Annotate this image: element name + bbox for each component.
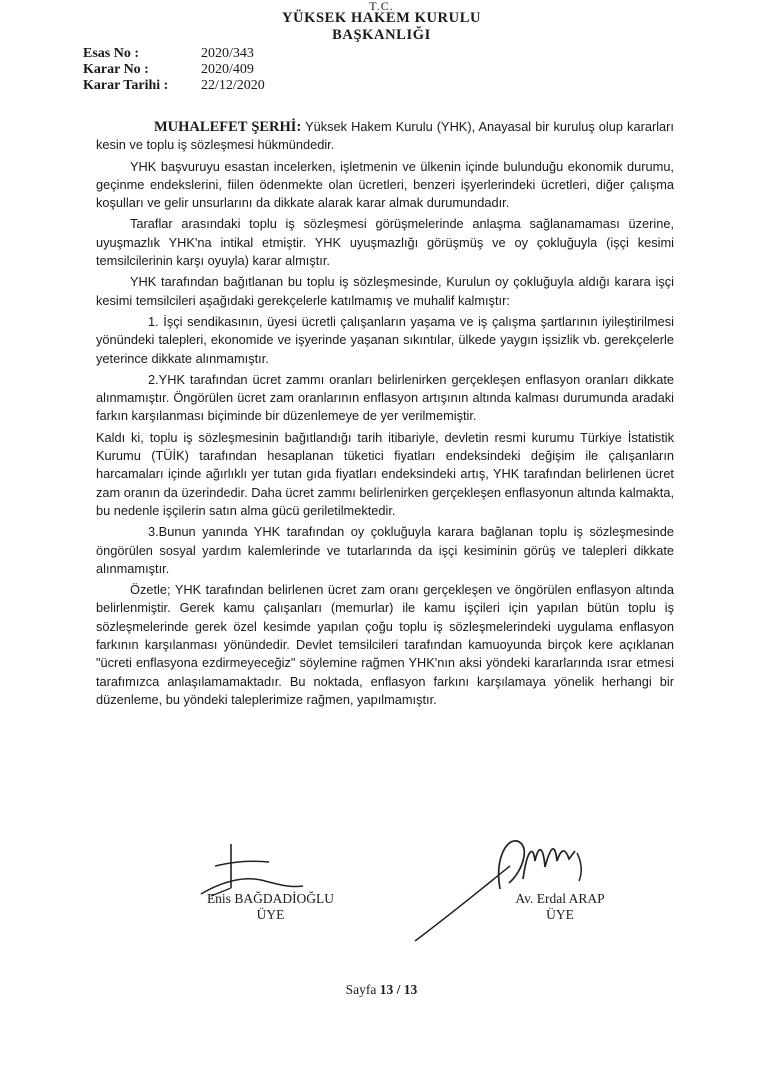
signature-block-left: [183, 891, 358, 923]
tarih-value: 22/12/2020: [201, 78, 265, 93]
header-title-line2: BAŞKANLIĞI: [332, 27, 431, 43]
esas-row: [83, 46, 265, 62]
paragraph-4: YHK tarafından bağıtlanan bu toplu iş sözleşmesinde, Kurulun oy çokluğuyla aldığı karara işçi kesimi temsilcileri aşağıdaki gerekçelerle katılmamış ve muhalif kalmıştır:: [96, 274, 674, 308]
signature-block-right: [495, 891, 625, 923]
header-title-line1: YÜKSEK HAKEM KURULU: [281, 10, 482, 26]
handwritten-signature-right: [405, 831, 605, 946]
dissent-body: [96, 118, 674, 712]
paragraph-1: [96, 118, 674, 155]
tarih-label: Karar Tarihi :: [83, 78, 169, 93]
paragraph-5: Kaldı ki, toplu iş sözleşmesinin bağıtlandığı tarih itibariyle, devletin resmi kurumu Türkiye İstatistik Kurumu (TÜİK) tarafından hesaplanan tüketici fiyatları endeksindeki değişim ile çalışanların harcamaları içinde ağırlıklı yer tutan gıda fiyatları endeksindeki artış, YHK tarafından belirlenen ücret zam oranın da üzerindedir. Daha ücret zammı belirlenirken gerçekleşen enflasyonun altında kalmakta, bu nedenle işçilerin satın alma gücü geriletilmektedir.: [96, 429, 674, 518]
signer-right-name: Av. Erdal ARAP: [515, 891, 605, 906]
list-item-3: 3.Bunun yanında YHK tarafından oy çokluğuyla karara bağlanan toplu iş sözleşmesinde öngörülen sosyal yardım kalemlerinde ve tutarlarında da işçi kesiminin görüş ve talepleri dikkate alınmamıştır.: [96, 524, 674, 576]
page-label: Sayfa: [345, 982, 380, 997]
karar-row: [83, 62, 265, 78]
paragraph-1-text: Yüksek Hakem Kurulu (YHK), Anayasal bir kuruluş olup kararları kesin ve toplu iş sözleşmesi hükmündedir.: [96, 119, 674, 153]
paragraph-2: YHK başvuruyu esastan incelerken, işletmenin ve ülkenin içinde bulunduğu ekonomik durumu, geçinme endekslerini, fiilen ödenmekte olan ücretleri, benzeri işyerlerindeki ücretleri, diğer çalışma koşulları ve gelir unsurlarını da dikkate alarak karar almak durumundadır.: [96, 158, 674, 211]
page-footer: [0, 982, 763, 998]
karar-label: Karar No :: [83, 62, 149, 77]
signer-right-role: ÜYE: [546, 907, 574, 922]
karar-value: 2020/409: [201, 62, 254, 77]
list-item-1: 1. İşçi sendikasının, üyesi ücretli çalışanların yaşama ve iş çalışma şartlarının iyileştirilmesi yönündeki talepleri, ekonomide ve işyerinde yaşanan sıkıntılar, ülkede yaygın işsizlik vb. gerekçelerle yeterince dikkate alınmamıştır.: [96, 313, 674, 366]
list-item-2: 2.YHK tarafından ücret zammı oranları belirlenirken gerçekleşen enflasyon oranları dikkate alınmamıştır. Öngörülen ücret zam oranlarının enflasyon artışının altında kalması durumunda aradaki farkın karşılanması biçiminde bir düzenlemeye de yer verilmemiştir.: [96, 371, 674, 424]
page-number: 13 / 13: [379, 982, 418, 997]
signer-left-role: ÜYE: [256, 907, 285, 922]
case-meta: [83, 46, 265, 94]
esas-label: Esas No :: [83, 46, 140, 61]
paragraph-3: Taraflar arasındaki toplu iş sözleşmesi görüşmelerinde anlaşma sağlanamaması üzerine, uyuşmazlık YHK'na intikal etmiştir. YHK uyuşmazlığı görüşmüş ve oy çokluğuyla (işçi kesimi temsilcilerinin karşı oyuyla) karar almıştır.: [96, 216, 674, 269]
header-top-line: T.C.: [369, 2, 394, 10]
tarih-row: [83, 78, 265, 94]
document-header: [0, 2, 763, 44]
handwritten-signature-left: [191, 836, 331, 906]
paragraph-6: Özetle; YHK tarafından belirlenen ücret zam oranı gerçekleşen ve öngörülen enflasyon altında belirlenmiştir. Gerek kamu çalışanları (memurlar) ile kamu işçileri için yapılan bütün toplu iş sözleşmelerinde gerek özel kesimde yapılan çoğu toplu iş sözleşmelerindeki uygulama enflasyon farkının karşılanması yönündedir. Devlet temsilcileri tarafından kamuoyunda birçok kere açıklanan "ücreti enflasyona ezdirmeyeceğiz" söylemine rağmen YHK'nın aksi yöndeki kararlarında ısrar etmesi tarafımızca anlaşılamamaktadır. Bu noktada, enflasyon farkını karşılamaya yönelik herhangi bir düzenleme, bu yöndeki taleplerimize rağmen, yapılmamıştır.: [96, 582, 674, 707]
signer-left-name: Enis BAĞDADİOĞLU: [206, 891, 335, 906]
esas-value: 2020/343: [201, 46, 254, 61]
dissent-title: MUHALEFET ŞERHİ:: [154, 119, 302, 135]
